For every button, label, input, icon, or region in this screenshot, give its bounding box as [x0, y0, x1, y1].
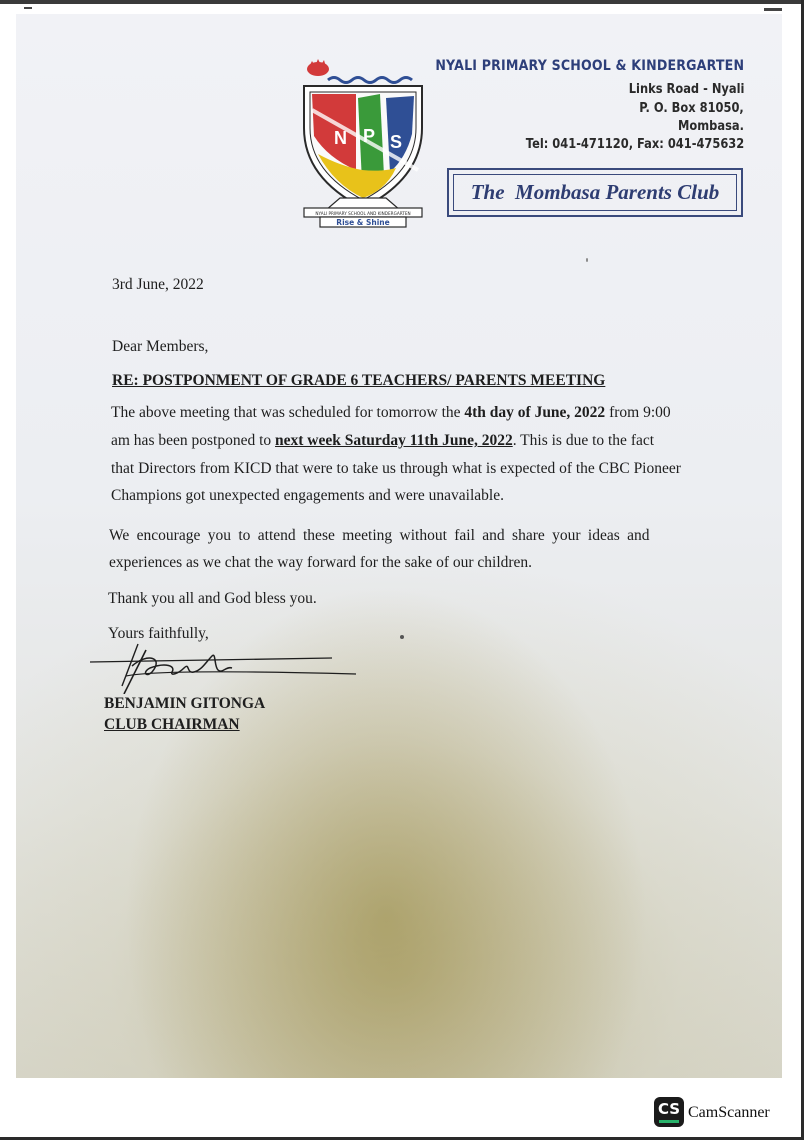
address-line-city: Mombasa. — [678, 119, 744, 134]
p1-l2-text-c: . This is due to the fact — [512, 432, 655, 449]
signer-title: CLUB CHAIRMAN — [104, 716, 240, 733]
thanks-line: Thank you all and God bless you. — [108, 590, 317, 607]
club-name: The Mombasa Parents Club — [470, 180, 720, 204]
salutation: Dear Members, — [112, 338, 209, 355]
camscanner-app-name: CamScanner — [688, 1104, 770, 1121]
letter-date: 3rd June, 2022 — [112, 276, 204, 293]
school-name: NYALI PRIMARY SCHOOL & KINDERGARTEN — [435, 58, 744, 74]
ink-speck — [400, 635, 404, 639]
letter-page — [16, 14, 782, 1078]
paragraph2-line1: We encourage you to attend these meeting without fail and share your ideas and — [109, 527, 650, 544]
paragraph1-line1 — [111, 404, 697, 422]
camscanner-logo — [654, 1097, 684, 1127]
scan-mark-right — [764, 8, 782, 11]
school-crest-logo — [300, 58, 426, 228]
closing-line: Yours faithfully, — [108, 625, 209, 642]
p1-l2-text-a: am has been postponed to — [111, 432, 276, 449]
address-line-road: Links Road - Nyali — [628, 82, 744, 97]
club-name-box — [447, 168, 743, 217]
camscanner-logo-text: CS — [657, 1100, 681, 1118]
p1-l1-text-a: The above meeting that was scheduled for tomorrow the — [111, 404, 465, 421]
subject-line: RE: POSTPONMENT OF GRADE 6 TEACHERS/ PARENTS MEETING — [112, 372, 606, 389]
crest-letter-s: S — [390, 132, 403, 152]
paragraph1-line3: that Directors from KICD that were to take us through what is expected of the CBC Pioneer — [111, 460, 681, 477]
paper-speck — [586, 258, 588, 262]
crest-letter-p: P — [363, 126, 376, 146]
crest-ribbon-text: NYALI PRIMARY SCHOOL AND KINDERGARTEN — [315, 211, 411, 216]
new-meeting-date: next week Saturday 11th June, 2022 — [275, 432, 513, 449]
contact-line: Tel: 041-471120, Fax: 041-475632 — [525, 137, 744, 152]
signer-name: BENJAMIN GITONGA — [104, 695, 266, 712]
p1-l1-text-c: from 9:00 — [605, 404, 671, 421]
scan-top-edge — [0, 0, 804, 4]
paragraph1-line2 — [111, 432, 697, 450]
handwritten-signature — [86, 632, 366, 694]
paragraph1-line4: Champions got unexpected engagements and were unavailable. — [111, 487, 504, 504]
crest-motto: Rise & Shine — [336, 218, 390, 227]
original-meeting-date: 4th day of June, 2022 — [464, 404, 606, 421]
scan-mark-left — [24, 7, 32, 9]
crest-letter-n: N — [334, 128, 347, 148]
paragraph2-line2: experiences as we chat the way forward for the sake of our children. — [109, 554, 533, 571]
address-line-pobox: P. O. Box 81050, — [639, 101, 744, 116]
camscanner-logo-bar — [659, 1120, 679, 1123]
